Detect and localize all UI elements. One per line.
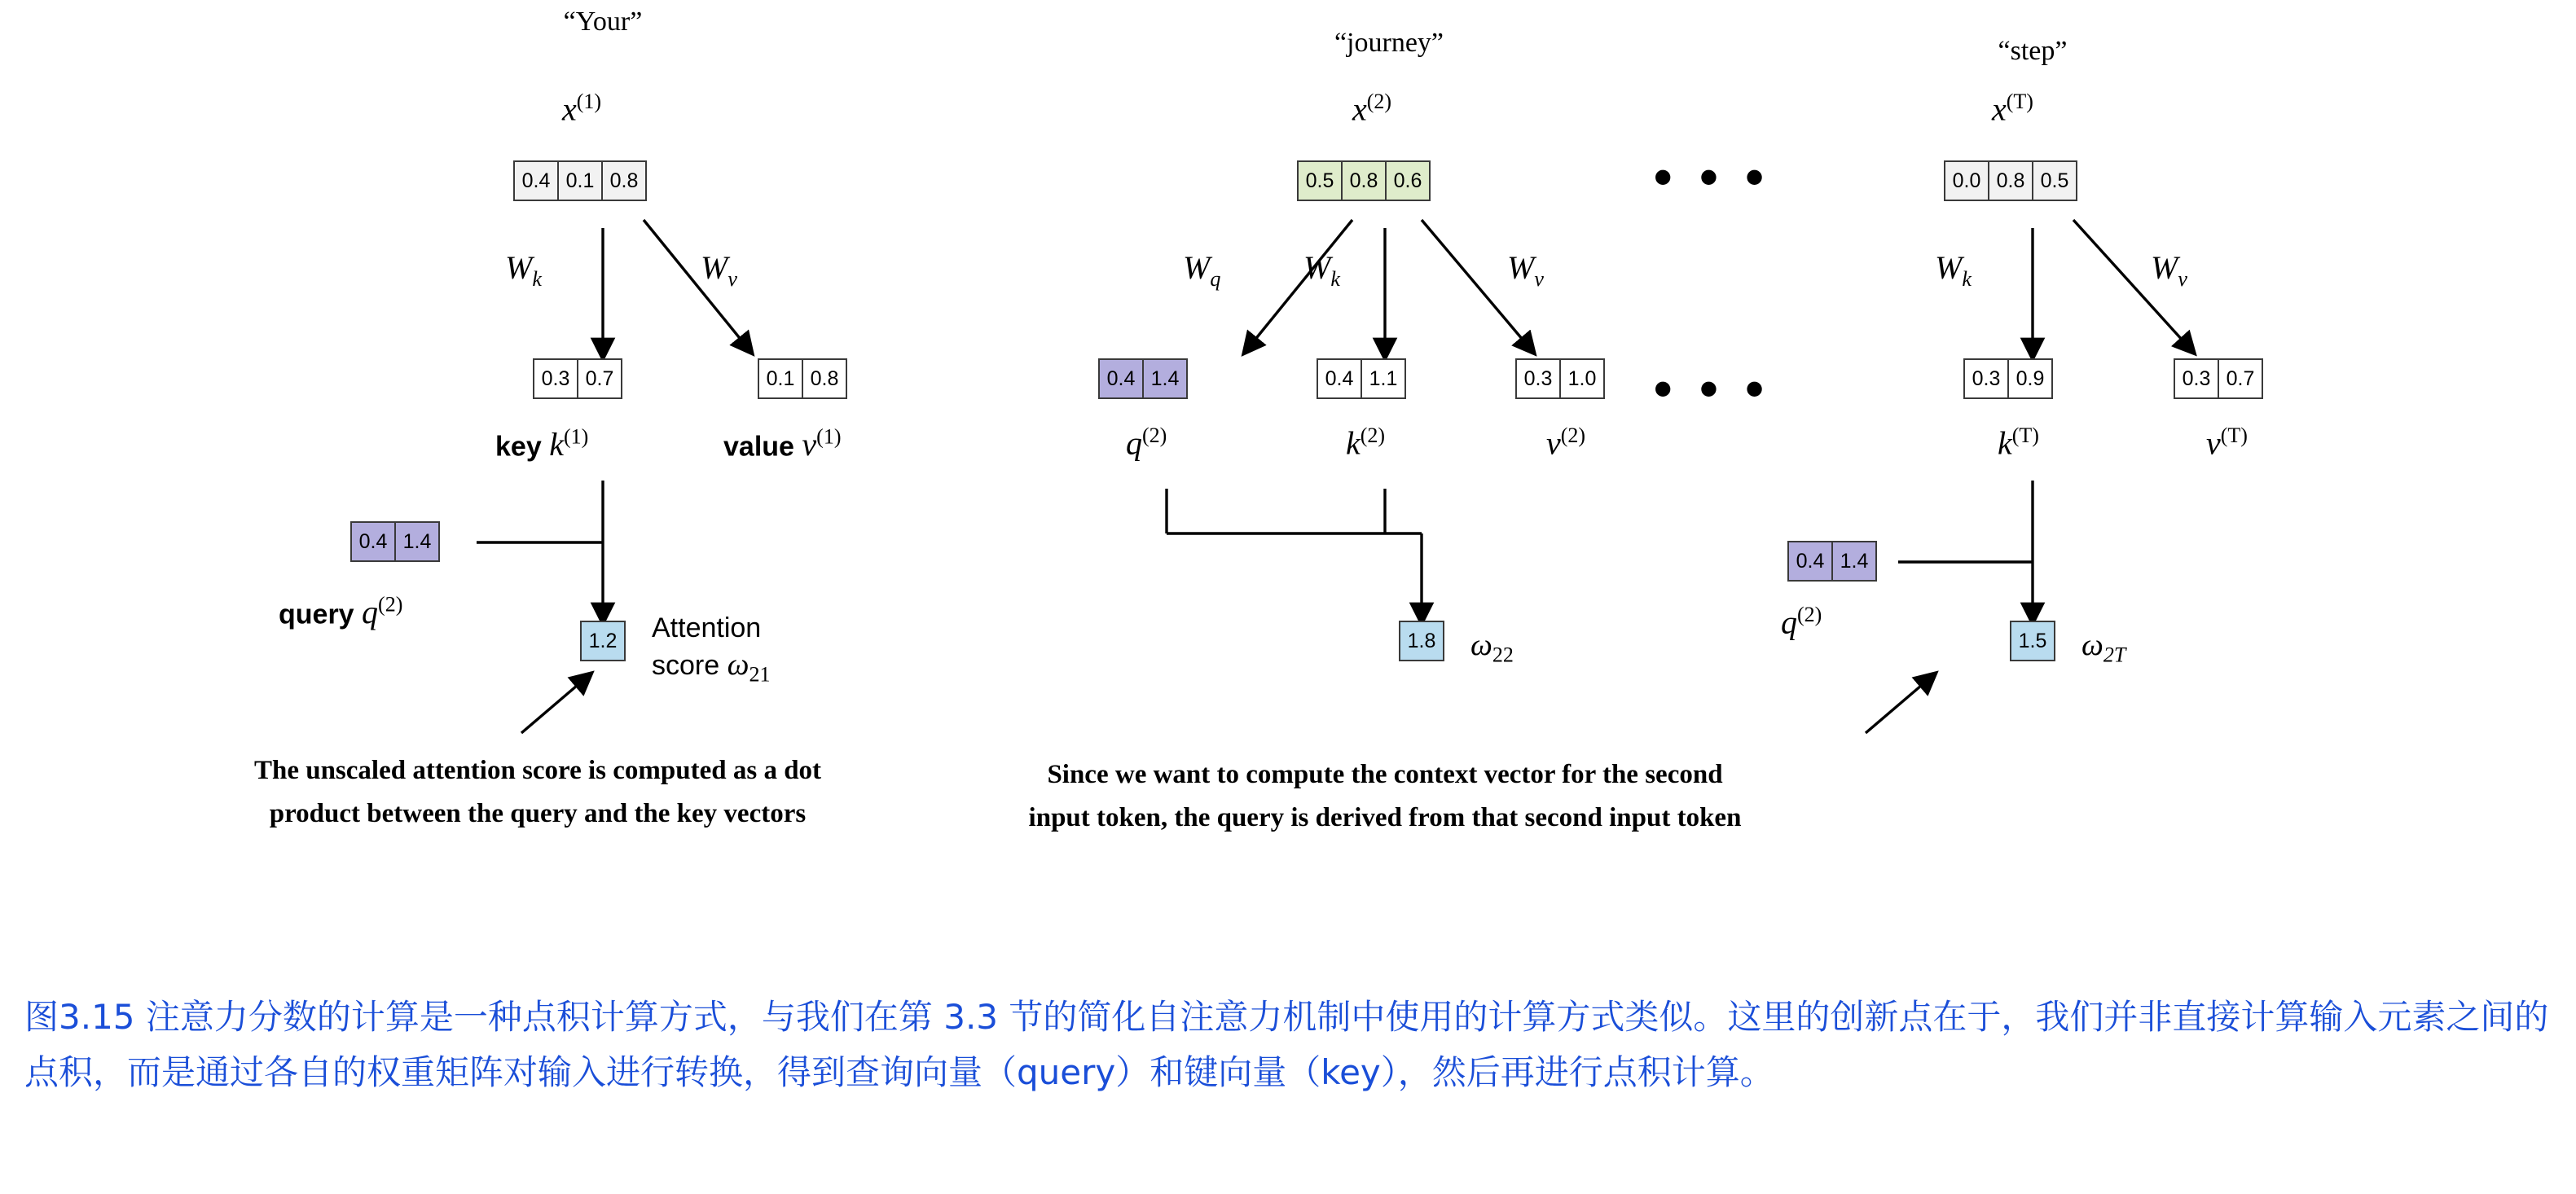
weight-label-wv-1: $W_v$ xyxy=(701,249,737,291)
value-symbol-2: $v^{(2)}$ xyxy=(1546,424,1586,462)
vector-cell: 0.3 xyxy=(533,358,578,399)
vector-cell: 0.4 xyxy=(1098,358,1144,399)
vector-cell: 1.4 xyxy=(1831,541,1877,582)
vector-cell: 0.8 xyxy=(1341,160,1387,201)
key-symbol-2: $k^{(2)}$ xyxy=(1346,424,1386,462)
vector-cell: 0.0 xyxy=(1944,160,1989,201)
figure-caption-zh: 图3.15 注意力分数的计算是一种点积计算方式，与我们在第 3.3 节的简化自注意力机制中使用的计算方式类似。这里的创新点在于，我们并非直接计算输入元素之间的点积，而是通过各自的权重矩阵对输入进行转换，得到查询向量（query）和键向量（key），然后再进行点积计算。 xyxy=(24,997,2549,1093)
key-label-1: key $k^{(1)}$ xyxy=(495,425,589,463)
input-vector-1 xyxy=(513,160,645,201)
vector-cell: 0.8 xyxy=(601,160,647,201)
weight-label-wv-3: $W_v$ xyxy=(2151,249,2187,291)
vector-cell: 1.1 xyxy=(1361,358,1406,399)
value-vector-2 xyxy=(1515,358,1603,399)
vector-cell: 0.8 xyxy=(802,358,847,399)
vector-cell: 1.4 xyxy=(394,521,440,562)
weight-label-wk-1: $W_k$ xyxy=(505,249,542,291)
key-vector-1 xyxy=(533,358,621,399)
omega-label-3: $\omega_{2T}$ xyxy=(2081,628,2126,667)
vector-cell: 0.4 xyxy=(1787,541,1833,582)
vector-cell: 0.3 xyxy=(1963,358,2009,399)
key-vector-3 xyxy=(1963,358,2051,399)
vector-cell: 0.5 xyxy=(1297,160,1343,201)
input-vector-3 xyxy=(1944,160,2076,201)
query-vector-3 xyxy=(1787,541,1875,582)
token-label-2: “journey” xyxy=(1334,28,1444,58)
vector-cell: 0.4 xyxy=(513,160,559,201)
vector-cell: 0.1 xyxy=(758,358,803,399)
vector-cell: 1.4 xyxy=(1142,358,1188,399)
input-symbol-3: $x^{(T)}$ xyxy=(1992,90,2033,128)
omega-label-2: $\omega_{22}$ xyxy=(1470,628,1514,667)
attention-score-cell-3 xyxy=(2010,621,2054,661)
vector-cell: 0.7 xyxy=(577,358,622,399)
query-label-1: query $q^{(2)}$ xyxy=(279,593,403,631)
weight-label-wk-3: $W_k$ xyxy=(1935,249,1972,291)
note-2: Since we want to compute the context vector for the second input token, the query is derived from that second input token xyxy=(1028,760,1742,832)
weight-label-wq-2: $W_q$ xyxy=(1183,249,1221,291)
token-label-1: “Your” xyxy=(563,7,643,37)
vector-cell: 0.1 xyxy=(557,160,603,201)
vector-cell: 1.8 xyxy=(1399,621,1444,661)
input-vector-2 xyxy=(1297,160,1429,201)
value-vector-3 xyxy=(2174,358,2262,399)
vector-cell: 1.5 xyxy=(2010,621,2055,661)
vector-cell: 0.7 xyxy=(2218,358,2263,399)
query-symbol-2: $q^{(2)}$ xyxy=(1126,424,1167,462)
attention-score-cell-2 xyxy=(1399,621,1443,661)
vector-cell: 0.6 xyxy=(1385,160,1431,201)
key-symbol-3: $k^{(T)}$ xyxy=(1998,424,2039,462)
token-label-3: “step” xyxy=(1998,36,2068,66)
vector-cell: 0.5 xyxy=(2032,160,2077,201)
query-vector-2 xyxy=(1098,358,1186,399)
note-1: The unscaled attention score is computed as a dot product between the query and the key vectors xyxy=(253,756,822,828)
weight-label-wv-2: $W_v$ xyxy=(1507,249,1544,291)
vector-cell: 0.3 xyxy=(2174,358,2219,399)
vector-cell: 0.4 xyxy=(350,521,396,562)
value-vector-1 xyxy=(758,358,846,399)
ellipsis-top: • • • xyxy=(1654,147,1770,206)
value-label-1: value $v^{(1)}$ xyxy=(723,425,842,463)
vector-cell: 0.4 xyxy=(1317,358,1362,399)
key-vector-2 xyxy=(1317,358,1404,399)
ellipsis-middle: • • • xyxy=(1654,359,1770,418)
vector-cell: 0.8 xyxy=(1988,160,2033,201)
input-symbol-1: $x^{(1)}$ xyxy=(562,90,602,128)
attention-score-text-1: Attention score $\omega_{21}$ xyxy=(652,612,771,687)
weight-label-wk-2: $W_k$ xyxy=(1303,249,1340,291)
query-vector-1 xyxy=(350,521,438,562)
input-symbol-2: $x^{(2)}$ xyxy=(1352,90,1392,128)
value-symbol-3: $v^{(T)}$ xyxy=(2206,424,2248,462)
vector-cell: 0.3 xyxy=(1515,358,1561,399)
vector-cell: 1.2 xyxy=(580,621,626,661)
attention-score-cell-1 xyxy=(580,621,624,661)
vector-cell: 1.0 xyxy=(1559,358,1605,399)
query-symbol-3: $q^{(2)}$ xyxy=(1781,603,1822,641)
vector-cell: 0.9 xyxy=(2007,358,2053,399)
